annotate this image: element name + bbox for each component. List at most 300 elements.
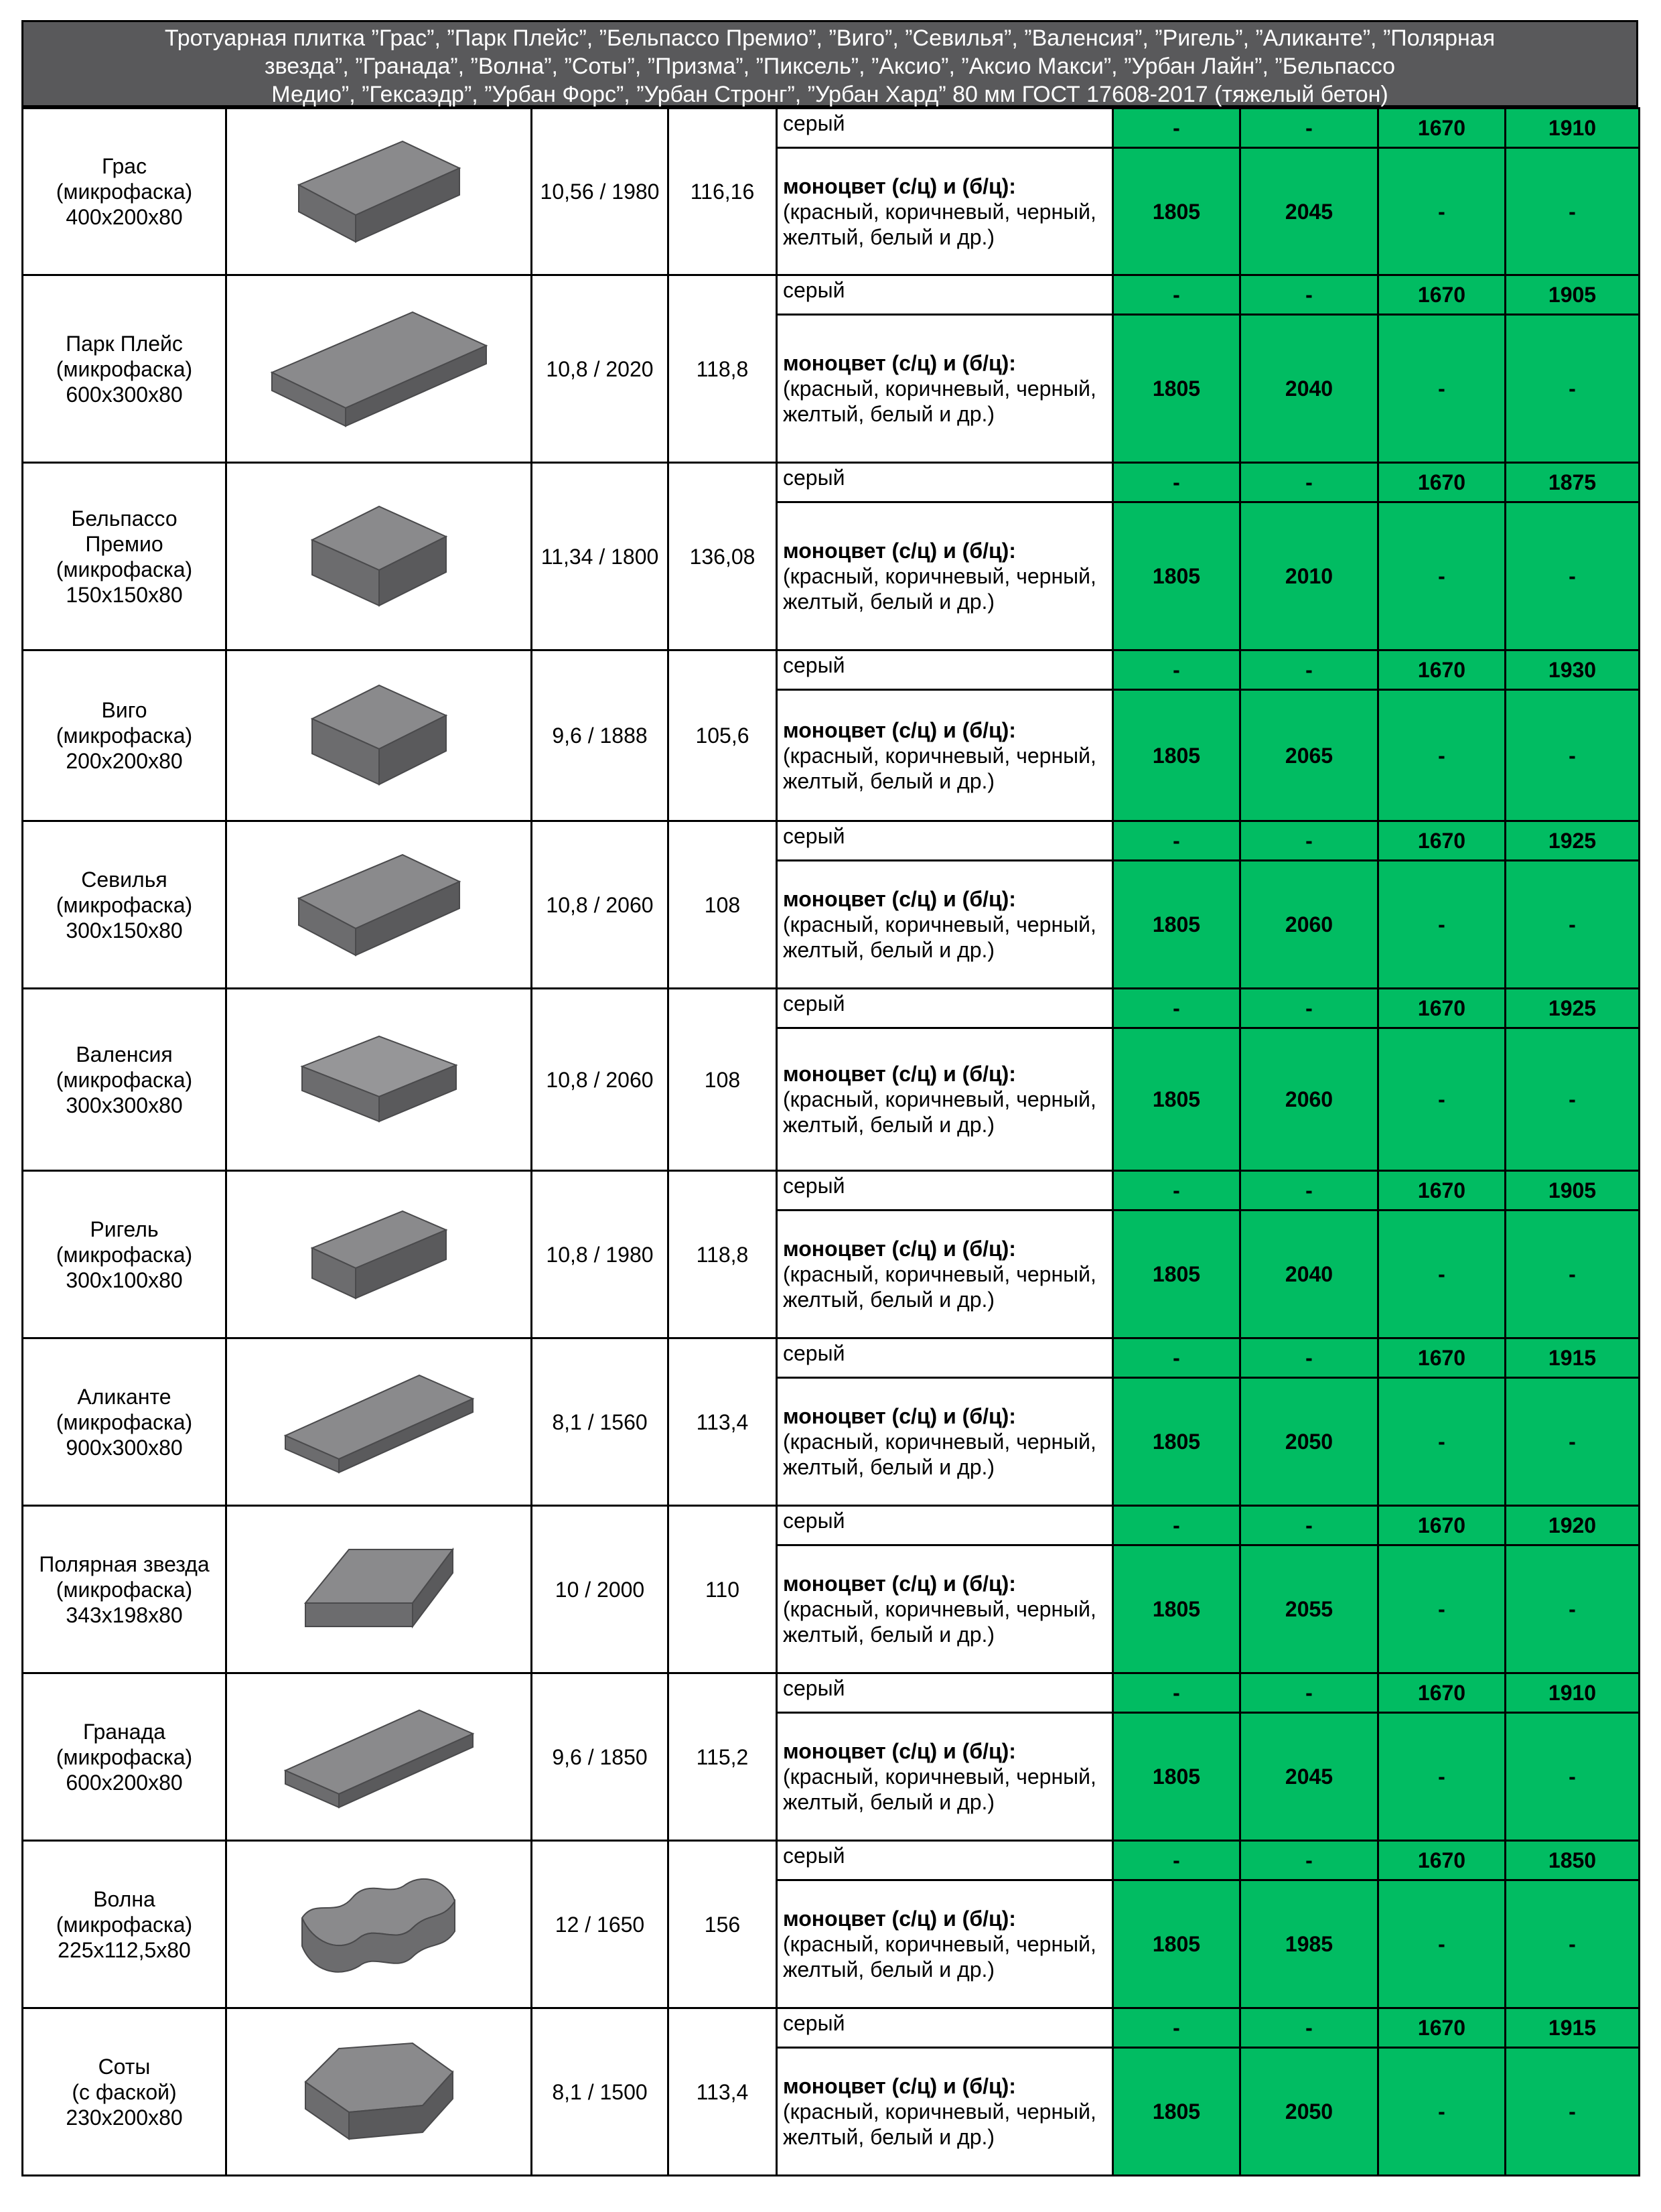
price-cell	[1506, 463, 1640, 502]
weight-cell	[668, 1338, 777, 1506]
product-name-line: (микрофаска)	[56, 1067, 193, 1092]
mono-option-title: моноцвет (с/ц) и (б/ц):	[783, 539, 1016, 563]
price-value: 1905	[1548, 1178, 1597, 1202]
square-slab-paver-icon	[227, 1033, 530, 1127]
price-value: -	[1173, 1178, 1180, 1202]
price-cell	[1113, 1211, 1240, 1338]
table-row	[23, 2008, 1640, 2048]
table-row	[23, 821, 1640, 861]
table-row	[23, 1338, 1640, 1378]
price-value: -	[1569, 1765, 1576, 1789]
wave-paver-icon	[227, 1871, 530, 1978]
weight-value: 113,4	[696, 1409, 749, 1434]
product-image-cell	[226, 2008, 532, 2176]
mono-option-colors: желтый, белый и др.)	[783, 590, 995, 614]
weight-value: 105,6	[695, 723, 749, 748]
price-cell	[1378, 1211, 1506, 1338]
square-paver-icon	[227, 679, 530, 792]
rectangular-paver-icon	[227, 848, 530, 962]
price-cell	[1378, 1506, 1506, 1545]
product-name-line: Грас	[101, 154, 147, 178]
product-name-line: (микрофаска)	[56, 1577, 193, 1602]
price-value: -	[1569, 1087, 1576, 1111]
mono-option-title: моноцвет (с/ц) и (б/ц):	[783, 1907, 1016, 1931]
price-value: -	[1569, 199, 1576, 224]
price-cell	[1113, 1028, 1240, 1171]
price-cell	[1240, 1673, 1378, 1713]
price-cell	[1378, 463, 1506, 502]
grey-option-label: серый	[783, 278, 845, 302]
mono-option-colors: желтый, белый и др.)	[783, 1957, 995, 1982]
mono-option-title: моноцвет (с/ц) и (б/ц):	[783, 1404, 1016, 1428]
price-value: -	[1569, 912, 1576, 937]
product-image-cell	[226, 1673, 532, 1841]
price-value: 1850	[1548, 1848, 1597, 1872]
price-cell	[1113, 1171, 1240, 1211]
price-cell	[1113, 1378, 1240, 1506]
product-name-line: Соты	[98, 2054, 151, 2079]
product-image-cell	[226, 989, 532, 1171]
pallet-volume: 10,8 / 2020	[546, 356, 654, 381]
price-cell	[1506, 2008, 1640, 2048]
price-value: -	[1438, 1597, 1445, 1621]
product-name-cell	[23, 1506, 226, 1673]
pallet-volume-cell	[532, 989, 668, 1171]
price-value: -	[1569, 1597, 1576, 1621]
price-cell	[1506, 109, 1640, 148]
price-value: 1670	[1417, 1178, 1466, 1202]
price-value: -	[1438, 1262, 1445, 1286]
weight-cell	[668, 989, 777, 1171]
price-value: 2060	[1285, 912, 1333, 937]
price-cell	[1240, 275, 1378, 315]
mono-option-colors: (красный, коричневый, черный,	[783, 2099, 1096, 2124]
price-cell	[1113, 1880, 1240, 2008]
price-value: -	[1438, 1430, 1445, 1454]
price-cell	[1378, 989, 1506, 1028]
price-cell	[1240, 502, 1378, 650]
product-name-line: Валенсия	[76, 1042, 173, 1066]
price-cell	[1378, 2048, 1506, 2176]
product-image-cell	[226, 275, 532, 463]
product-name-line: 225x112,5x80	[58, 1937, 191, 1962]
price-cell	[1113, 2048, 1240, 2176]
price-cell	[1506, 821, 1640, 861]
product-name-line: (микрофаска)	[56, 1912, 193, 1937]
price-value: 1805	[1152, 1430, 1201, 1454]
price-value: -	[1438, 1932, 1445, 1956]
price-cell	[1113, 690, 1240, 821]
price-cell	[1378, 1545, 1506, 1673]
mono-option-cell	[777, 1378, 1113, 1506]
price-cell	[1240, 1338, 1378, 1378]
price-value: -	[1569, 564, 1576, 588]
grey-option-label: серый	[783, 1676, 845, 1700]
price-value: 2060	[1285, 1087, 1333, 1111]
price-cell	[1378, 861, 1506, 989]
mono-option-colors: желтый, белый и др.)	[783, 224, 995, 249]
price-cell	[1506, 502, 1640, 650]
rectangular-paver-icon	[227, 135, 530, 249]
price-value: 1910	[1548, 116, 1597, 140]
weight-value: 110	[705, 1577, 739, 1602]
price-value: 2050	[1285, 2099, 1333, 2124]
price-cell	[1240, 821, 1378, 861]
rhombus-paver-icon	[227, 1539, 530, 1640]
price-value: 2050	[1285, 1430, 1333, 1454]
weight-cell	[668, 1171, 777, 1338]
price-cell	[1378, 1028, 1506, 1171]
price-cell	[1240, 1028, 1378, 1171]
mono-option-title: моноцвет (с/ц) и (б/ц):	[783, 717, 1016, 742]
mono-option-colors: (красный, коричневый, черный,	[783, 1597, 1096, 1621]
mono-option-cell	[777, 2048, 1113, 2176]
mono-option-title: моноцвет (с/ц) и (б/ц):	[783, 1739, 1016, 1763]
price-value: 2055	[1285, 1597, 1333, 1621]
price-cell	[1506, 1028, 1640, 1171]
price-cell	[1240, 2048, 1378, 2176]
product-name-line: Бельпассо	[71, 506, 177, 531]
price-value: -	[1569, 1262, 1576, 1286]
price-value: 1805	[1152, 564, 1201, 588]
price-value: -	[1438, 564, 1445, 588]
price-value: -	[1173, 283, 1180, 307]
price-value: -	[1173, 470, 1180, 494]
price-value: 1925	[1548, 996, 1597, 1020]
table-row	[23, 109, 1640, 148]
price-cell	[1506, 1211, 1640, 1338]
price-cell	[1506, 2048, 1640, 2176]
price-cell	[1378, 821, 1506, 861]
price-value: -	[1569, 743, 1576, 768]
product-image-cell	[226, 1506, 532, 1673]
product-name-line: Волна	[93, 1886, 155, 1911]
product-name-line: 300x150x80	[66, 918, 183, 943]
pallet-volume-cell	[532, 1338, 668, 1506]
grey-option-label: серый	[783, 111, 845, 135]
grey-option-label: серый	[783, 466, 845, 490]
pallet-volume-cell	[532, 109, 668, 275]
price-value: -	[1173, 829, 1180, 853]
price-value: 1930	[1548, 658, 1597, 682]
weight-value: 108	[704, 1067, 741, 1092]
pallet-volume: 9,6 / 1850	[552, 1744, 648, 1769]
price-value: -	[1173, 1848, 1180, 1872]
product-image-cell	[226, 109, 532, 275]
price-value: 1670	[1417, 658, 1466, 682]
price-value: 1915	[1548, 1346, 1597, 1370]
product-name-cell	[23, 821, 226, 989]
grey-option-cell	[777, 275, 1113, 315]
pallet-volume: 10,8 / 1980	[546, 1242, 654, 1267]
grey-option-cell	[777, 1171, 1113, 1211]
pallet-volume-cell	[532, 1841, 668, 2008]
price-cell	[1378, 1880, 1506, 2008]
weight-cell	[668, 1841, 777, 2008]
price-value: 1805	[1152, 199, 1201, 224]
price-cell	[1113, 109, 1240, 148]
document-title	[21, 20, 1638, 107]
price-value: -	[1438, 1765, 1445, 1789]
price-value: 2045	[1285, 199, 1333, 224]
price-value: -	[1173, 1513, 1180, 1537]
price-value: 1805	[1152, 743, 1201, 768]
grey-option-cell	[777, 650, 1113, 690]
product-name-line: (микрофаска)	[56, 892, 193, 917]
price-value: -	[1305, 1681, 1313, 1705]
mono-option-colors: (красный, коричневый, черный,	[783, 912, 1096, 937]
price-cell	[1113, 1506, 1240, 1545]
price-cell	[1240, 690, 1378, 821]
grey-option-label: серый	[783, 1174, 845, 1198]
price-cell	[1378, 1713, 1506, 1841]
pallet-volume: 12 / 1650	[555, 1912, 645, 1937]
product-name-cell	[23, 1338, 226, 1506]
price-cell	[1113, 315, 1240, 463]
product-name-line: Аликанте	[77, 1384, 171, 1409]
grey-option-label: серый	[783, 1509, 845, 1533]
price-cell	[1240, 109, 1378, 148]
price-cell	[1240, 463, 1378, 502]
price-cell	[1378, 275, 1506, 315]
mono-option-colors: желтый, белый и др.)	[783, 402, 995, 426]
price-cell	[1378, 2008, 1506, 2048]
weight-value: 113,4	[696, 2079, 749, 2104]
mono-option-colors: желтый, белый и др.)	[783, 1288, 995, 1312]
price-cell	[1378, 502, 1506, 650]
price-value: -	[1569, 1430, 1576, 1454]
price-value: 1670	[1417, 1681, 1466, 1705]
price-value: -	[1438, 1087, 1445, 1111]
product-name-line: (микрофаска)	[56, 356, 193, 381]
product-name-cell	[23, 989, 226, 1171]
grey-option-label: серый	[783, 824, 845, 848]
price-cell	[1506, 315, 1640, 463]
mono-option-cell	[777, 315, 1113, 463]
grey-option-cell	[777, 821, 1113, 861]
price-cell	[1240, 2008, 1378, 2048]
price-cell	[1113, 1841, 1240, 1880]
grey-option-cell	[777, 2008, 1113, 2048]
mono-option-cell	[777, 1211, 1113, 1338]
product-name-line: (с фаской)	[72, 2079, 177, 2104]
mono-option-colors: желтый, белый и др.)	[783, 1455, 995, 1479]
product-name-line: Ригель	[90, 1217, 159, 1241]
table-row	[23, 989, 1640, 1028]
product-name-line: (микрофаска)	[56, 180, 193, 204]
mono-option-colors: (красный, коричневый, черный,	[783, 1262, 1096, 1286]
title-line-2: звезда”, ”Гранада”, ”Волна”, ”Соты”, ”Призма”, ”Пиксель”, ”Аксио”, ”Аксио Макси”, ”Урбан Лайн”, ”Бельпассо	[265, 54, 1395, 79]
price-cell	[1240, 989, 1378, 1028]
price-cell	[1240, 861, 1378, 989]
weight-cell	[668, 650, 777, 821]
weight-cell	[668, 2008, 777, 2176]
price-cell	[1506, 861, 1640, 989]
pallet-volume-cell	[532, 275, 668, 463]
weight-value: 136,08	[689, 544, 755, 569]
price-cell	[1113, 821, 1240, 861]
product-name-line: Премио	[85, 531, 163, 556]
weight-value: 108	[704, 892, 741, 917]
product-name-line: 600x300x80	[66, 382, 183, 407]
pallet-volume-cell	[532, 463, 668, 650]
price-cell	[1240, 148, 1378, 275]
product-image-cell	[226, 1338, 532, 1506]
product-name-line: 200x200x80	[66, 749, 183, 773]
product-name-line: 300x100x80	[66, 1267, 183, 1292]
product-image-cell	[226, 463, 532, 650]
weight-value: 115,2	[696, 1744, 749, 1769]
price-cell	[1506, 1338, 1640, 1378]
grey-option-label: серый	[783, 2011, 845, 2035]
hexagon-paver-icon	[227, 2035, 530, 2149]
mono-option-colors: (красный, коричневый, черный,	[783, 743, 1096, 768]
mono-option-cell	[777, 861, 1113, 989]
price-cell	[1506, 650, 1640, 690]
product-name-line: (микрофаска)	[56, 1242, 193, 1267]
product-name-line: (микрофаска)	[56, 1409, 193, 1434]
price-value: -	[1305, 283, 1313, 307]
price-cell	[1378, 690, 1506, 821]
pallet-volume: 11,34 / 1800	[540, 544, 659, 569]
price-value: 2065	[1285, 743, 1333, 768]
table-row	[23, 1171, 1640, 1211]
weight-cell	[668, 821, 777, 989]
price-value: -	[1305, 2016, 1313, 2040]
mono-option-colors: (красный, коричневый, черный,	[783, 1430, 1096, 1454]
price-cell	[1378, 1338, 1506, 1378]
table-row	[23, 650, 1640, 690]
price-cell	[1378, 109, 1506, 148]
pallet-volume: 8,1 / 1500	[552, 2079, 648, 2104]
price-value: 1805	[1152, 1087, 1201, 1111]
price-cell	[1240, 315, 1378, 463]
price-cell	[1113, 1338, 1240, 1378]
mono-option-title: моноцвет (с/ц) и (б/ц):	[783, 1062, 1016, 1086]
price-value: -	[1305, 829, 1313, 853]
product-name-line: 150x150x80	[66, 582, 183, 607]
price-value: 1805	[1152, 2099, 1201, 2124]
grey-option-cell	[777, 989, 1113, 1028]
price-cell	[1113, 650, 1240, 690]
price-value: 1910	[1548, 1681, 1597, 1705]
mono-option-colors: (красный, коричневый, черный,	[783, 376, 1096, 401]
product-name-cell	[23, 650, 226, 821]
price-value: 1670	[1417, 283, 1466, 307]
price-value: 1905	[1548, 283, 1597, 307]
mono-option-colors: желтый, белый и др.)	[783, 768, 995, 793]
price-value: 1805	[1152, 376, 1201, 401]
price-value: -	[1569, 1932, 1576, 1956]
mono-option-title: моноцвет (с/ц) и (б/ц):	[783, 351, 1016, 375]
weight-cell	[668, 109, 777, 275]
product-name-line: 300x300x80	[66, 1093, 183, 1117]
price-cell	[1113, 2008, 1240, 2048]
mono-option-colors: желтый, белый и др.)	[783, 2125, 995, 2149]
price-value: -	[1438, 376, 1445, 401]
product-image-cell	[226, 650, 532, 821]
price-cell	[1113, 989, 1240, 1028]
square-paver-icon	[227, 500, 530, 614]
price-cell	[1506, 148, 1640, 275]
pallet-volume-cell	[532, 1506, 668, 1673]
price-value: -	[1173, 116, 1180, 140]
grey-option-cell	[777, 1673, 1113, 1713]
price-value: 1670	[1417, 829, 1466, 853]
title-line-3: Медио”, ”Гексаэдр”, ”Урбан Форс”, ”Урбан Стронг”, ”Урбан Хард” 80 мм ГОСТ 17608-2017 (тяжелый бетон)	[271, 82, 1388, 107]
price-value: -	[1438, 912, 1445, 937]
narrow-paver-icon	[227, 1204, 530, 1305]
weight-value: 118,8	[696, 356, 749, 381]
price-value: 1805	[1152, 1597, 1201, 1621]
grey-option-cell	[777, 463, 1113, 502]
price-value: -	[1305, 996, 1313, 1020]
price-cell	[1506, 275, 1640, 315]
product-name-line: 343x198x80	[66, 1602, 183, 1627]
price-value: 1985	[1285, 1932, 1333, 1956]
price-cell	[1113, 275, 1240, 315]
product-name-line: (микрофаска)	[56, 1744, 193, 1769]
price-value: -	[1305, 1848, 1313, 1872]
grey-option-cell	[777, 109, 1113, 148]
price-value: 1915	[1548, 2016, 1597, 2040]
product-image-cell	[226, 1841, 532, 2008]
price-value: -	[1173, 1681, 1180, 1705]
table-row	[23, 1841, 1640, 1880]
mono-option-cell	[777, 1545, 1113, 1673]
product-name-line: Севилья	[81, 867, 167, 892]
product-name-line: Парк Плейс	[66, 331, 183, 356]
price-cell	[1506, 1841, 1640, 1880]
price-cell	[1506, 1378, 1640, 1506]
price-value: 1805	[1152, 1932, 1201, 1956]
long-plank-paver-icon	[227, 1704, 530, 1811]
price-value: 1805	[1152, 1262, 1201, 1286]
price-value: -	[1173, 996, 1180, 1020]
price-value: -	[1569, 2099, 1576, 2124]
table-row	[23, 1506, 1640, 1545]
grey-option-cell	[777, 1338, 1113, 1378]
product-name-cell	[23, 2008, 226, 2176]
mono-option-colors: (красный, коричневый, черный,	[783, 564, 1096, 588]
product-name-line: Виго	[101, 698, 147, 722]
mono-option-colors: желтый, белый и др.)	[783, 1790, 995, 1814]
pallet-volume: 10,56 / 1980	[540, 180, 660, 204]
mono-option-colors: (красный, коричневый, черный,	[783, 1932, 1096, 1956]
price-value: -	[1438, 199, 1445, 224]
price-cell	[1378, 315, 1506, 463]
price-cell	[1240, 1880, 1378, 2008]
price-cell	[1506, 1673, 1640, 1713]
price-value: 1875	[1548, 470, 1597, 494]
price-cell	[1378, 1841, 1506, 1880]
grey-option-cell	[777, 1841, 1113, 1880]
price-cell	[1378, 1171, 1506, 1211]
grey-option-label: серый	[783, 1844, 845, 1868]
grey-option-cell	[777, 1506, 1113, 1545]
product-name-cell	[23, 275, 226, 463]
mono-option-colors: (красный, коричневый, черный,	[783, 1087, 1096, 1111]
price-value: 2045	[1285, 1765, 1333, 1789]
mono-option-cell	[777, 1880, 1113, 2008]
price-cell	[1113, 1713, 1240, 1841]
price-cell	[1113, 463, 1240, 502]
price-value: 1670	[1417, 996, 1466, 1020]
weight-cell	[668, 1673, 777, 1841]
long-plank-paver-icon	[227, 1369, 530, 1476]
price-value: -	[1305, 1346, 1313, 1370]
product-image-cell	[226, 821, 532, 989]
